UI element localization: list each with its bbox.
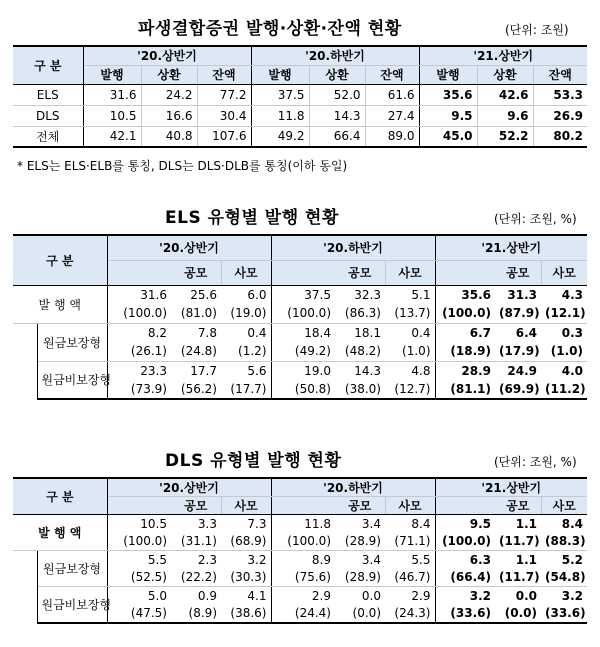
cell: 23.3	[140, 363, 167, 378]
cell: 26.9	[533, 105, 587, 126]
table3-unit: (단위: 조원, %)	[494, 455, 577, 469]
cell: (26.1)	[107, 342, 171, 361]
col-header: 발행	[251, 65, 309, 84]
cell: (49.2)	[271, 342, 335, 361]
table2-unit: (단위: 조원, %)	[494, 212, 577, 226]
cell: 24.9	[507, 363, 537, 378]
cell: (71.1)	[385, 533, 435, 551]
cell: (1.0)	[385, 342, 435, 361]
cell: 49.2	[251, 126, 309, 147]
col-header-blank	[107, 497, 171, 515]
cell: (54.8)	[541, 569, 587, 587]
cell: 14.3	[309, 105, 365, 126]
cell: 3.3	[197, 516, 217, 531]
col-header: 발행	[83, 65, 141, 84]
row-label: 발 행 액	[13, 515, 107, 551]
table-row	[13, 84, 587, 105]
cell: (81.1)	[435, 380, 495, 399]
cell: 8.9	[311, 552, 331, 567]
cell: (31.1)	[171, 533, 221, 551]
cell: 0.9	[197, 588, 217, 603]
cell: (33.6)	[541, 605, 587, 623]
cell: (18.9)	[435, 342, 495, 361]
cell: 40.8	[141, 126, 197, 147]
col-header: 사모	[385, 260, 435, 285]
cell: 8.4	[561, 516, 584, 531]
row-label: DLS	[13, 105, 83, 126]
cell: (33.6)	[435, 605, 495, 623]
col-header-blank	[107, 260, 171, 285]
cell: (56.2)	[171, 380, 221, 399]
row-label: 전체	[13, 126, 83, 147]
col-header: 상환	[309, 65, 365, 84]
row-label: 원금보장형	[37, 551, 107, 587]
cell: 35.6	[419, 84, 477, 105]
table3-title: DLS 유형별 발행 현황	[165, 451, 342, 471]
cell: 5.5	[147, 552, 167, 567]
period-header: '20.상반기	[107, 235, 271, 260]
cell: 17.7	[190, 363, 217, 378]
table-row	[13, 361, 587, 380]
cell: (28.9)	[335, 533, 385, 551]
period-header: '20.하반기	[271, 478, 435, 497]
cell: 2.3	[197, 552, 217, 567]
table-row	[13, 126, 587, 147]
cell: 53.3	[533, 84, 587, 105]
cell: 14.3	[354, 363, 381, 378]
cell: 5.6	[221, 361, 271, 380]
cell: 61.6	[365, 84, 419, 105]
cell: (12.1)	[541, 304, 587, 323]
cell: (30.3)	[221, 569, 271, 587]
cell: 3.2	[221, 551, 271, 569]
cell: (17.7)	[221, 380, 271, 399]
cell: 45.0	[419, 126, 477, 147]
cell: 5.5	[385, 551, 435, 569]
col-header: 사모	[221, 260, 271, 285]
cell: 18.1	[354, 325, 381, 340]
cell: (48.2)	[335, 342, 385, 361]
cell: 42.6	[477, 84, 533, 105]
cell: 66.4	[309, 126, 365, 147]
col-header: 공모	[335, 260, 385, 285]
cell: (0.0)	[335, 605, 385, 623]
cell: (88.3)	[541, 533, 587, 551]
cell: (12.7)	[385, 380, 435, 399]
cell: (100.0)	[271, 533, 335, 551]
cell: 52.2	[477, 126, 533, 147]
cell: (50.8)	[271, 380, 335, 399]
cell: 28.9	[461, 363, 491, 378]
cell: 7.8	[197, 325, 217, 340]
table-row	[13, 323, 587, 342]
category-header: 구 분	[13, 235, 107, 285]
cell: (73.9)	[107, 380, 171, 399]
cell: 10.5	[140, 516, 167, 531]
col-header: 상환	[141, 65, 197, 84]
cell: 2.9	[311, 588, 331, 603]
table-row	[13, 105, 587, 126]
cell: (24.4)	[271, 605, 335, 623]
cell: 5.0	[147, 588, 167, 603]
cell: 7.3	[221, 515, 271, 533]
cell: (46.7)	[385, 569, 435, 587]
cell: (11.7)	[495, 569, 541, 587]
summary-table	[13, 45, 587, 148]
cell: 0.0	[361, 588, 381, 603]
cell: (0.0)	[495, 605, 541, 623]
col-header: 잔액	[197, 65, 251, 84]
cell: (100.0)	[107, 304, 171, 323]
cell: 37.5	[304, 287, 331, 302]
row-label: 원금보장형	[37, 323, 107, 361]
cell: (24.8)	[171, 342, 221, 361]
cell: 11.8	[251, 105, 309, 126]
table-row	[13, 587, 587, 605]
cell: 18.4	[304, 325, 331, 340]
period-header: '20.상반기	[107, 478, 271, 497]
category-header: 구 분	[13, 46, 83, 84]
cell: 31.6	[140, 287, 167, 302]
cell: (1.2)	[221, 342, 271, 361]
cell: 77.2	[197, 84, 251, 105]
col-header: 공모	[495, 497, 541, 515]
period-header: '20.하반기	[271, 235, 435, 260]
col-header-blank	[271, 497, 335, 515]
col-header: 발행	[419, 65, 477, 84]
cell: 6.4	[515, 325, 537, 340]
table-row	[13, 285, 587, 304]
cell: (100.0)	[435, 533, 495, 551]
cell: 9.6	[477, 105, 533, 126]
table-row	[13, 551, 587, 569]
period-header: '21.상반기	[435, 478, 587, 497]
cell: 1.1	[515, 552, 537, 567]
cell: (8.9)	[171, 605, 221, 623]
cell: (11.2)	[541, 380, 587, 399]
cell: (22.2)	[171, 569, 221, 587]
dls-type-table	[13, 477, 587, 624]
cell: (13.7)	[385, 304, 435, 323]
col-header: 사모	[541, 497, 587, 515]
cell: 107.6	[197, 126, 251, 147]
col-header-blank	[435, 260, 495, 285]
cell: 4.3	[561, 287, 584, 302]
cell: 1.1	[515, 516, 537, 531]
cell: (1.0)	[541, 342, 587, 361]
col-header: 공모	[171, 260, 221, 285]
cell: (66.4)	[435, 569, 495, 587]
period-header: '20.하반기	[251, 46, 419, 65]
indent-spacer	[13, 551, 37, 623]
col-header: 사모	[221, 497, 271, 515]
cell: 16.6	[141, 105, 197, 126]
cell: (17.9)	[495, 342, 541, 361]
cell: 52.0	[309, 84, 365, 105]
row-label: 발 행 액	[13, 285, 107, 323]
cell: (19.0)	[221, 304, 271, 323]
col-header: 사모	[541, 260, 587, 285]
cell: (47.5)	[107, 605, 171, 623]
period-header: '21.상반기	[419, 46, 587, 65]
cell: 6.0	[221, 285, 271, 304]
cell: 0.0	[515, 588, 537, 603]
els-type-table	[13, 234, 587, 400]
cell: 3.2	[469, 588, 491, 603]
row-label: ELS	[13, 84, 83, 105]
cell: 0.3	[561, 325, 584, 340]
cell: (86.3)	[335, 304, 385, 323]
cell: (68.9)	[221, 533, 271, 551]
cell: (100.0)	[107, 533, 171, 551]
cell: (24.3)	[385, 605, 435, 623]
cell: 31.3	[507, 287, 537, 302]
category-header: 구 분	[13, 478, 107, 515]
cell: 30.4	[197, 105, 251, 126]
cell: 8.2	[147, 325, 167, 340]
table-row	[13, 515, 587, 533]
cell: 3.4	[361, 552, 381, 567]
footnote: * ELS는 ELS·ELB를 통칭, DLS는 DLS·DLB를 통칭(이하 동일)	[17, 159, 348, 173]
cell: (69.9)	[495, 380, 541, 399]
row-label: 원금비보장형	[37, 587, 107, 623]
cell: (100.0)	[435, 304, 495, 323]
cell: 80.2	[533, 126, 587, 147]
cell: 0.4	[385, 323, 435, 342]
cell: 27.4	[365, 105, 419, 126]
cell: (87.9)	[495, 304, 541, 323]
cell: 42.1	[83, 126, 141, 147]
cell: 32.3	[354, 287, 381, 302]
cell: 3.2	[561, 588, 584, 603]
table1-title: 파생결합증권 발행·상환·잔액 현황	[138, 19, 402, 39]
cell: 2.9	[385, 587, 435, 605]
cell: 9.5	[419, 105, 477, 126]
cell: 19.0	[304, 363, 331, 378]
cell: 5.1	[385, 285, 435, 304]
cell: (11.7)	[495, 533, 541, 551]
cell: (38.0)	[335, 380, 385, 399]
cell: 4.8	[385, 361, 435, 380]
cell: 6.7	[469, 325, 491, 340]
col-header-blank	[271, 260, 335, 285]
cell: 25.6	[190, 287, 217, 302]
cell: 24.2	[141, 84, 197, 105]
row-label: 원금비보장형	[37, 361, 107, 399]
table1-unit: (단위: 조원)	[505, 23, 569, 37]
col-header: 공모	[495, 260, 541, 285]
col-header: 공모	[335, 497, 385, 515]
period-header: '21.상반기	[435, 235, 587, 260]
cell: 9.5	[469, 516, 491, 531]
cell: 37.5	[251, 84, 309, 105]
col-header: 잔액	[533, 65, 587, 84]
col-header: 공모	[171, 497, 221, 515]
cell: 6.3	[469, 552, 491, 567]
cell: 10.5	[83, 105, 141, 126]
table2-title: ELS 유형별 발행 현황	[165, 208, 339, 228]
indent-spacer	[13, 323, 37, 399]
cell: 4.0	[561, 363, 584, 378]
cell: (52.5)	[107, 569, 171, 587]
col-header: 상환	[477, 65, 533, 84]
col-header-blank	[435, 497, 495, 515]
cell: (81.0)	[171, 304, 221, 323]
cell: 11.8	[304, 516, 331, 531]
period-header: '20.상반기	[83, 46, 251, 65]
cell: (38.6)	[221, 605, 271, 623]
cell: (100.0)	[271, 304, 335, 323]
cell: (28.9)	[335, 569, 385, 587]
cell: 31.6	[83, 84, 141, 105]
cell: 89.0	[365, 126, 419, 147]
cell: (75.6)	[271, 569, 335, 587]
cell: 0.4	[221, 323, 271, 342]
cell: 35.6	[461, 287, 491, 302]
cell: 8.4	[385, 515, 435, 533]
col-header: 사모	[385, 497, 435, 515]
col-header: 잔액	[365, 65, 419, 84]
cell: 4.1	[221, 587, 271, 605]
cell: 5.2	[561, 552, 584, 567]
cell: 3.4	[361, 516, 381, 531]
